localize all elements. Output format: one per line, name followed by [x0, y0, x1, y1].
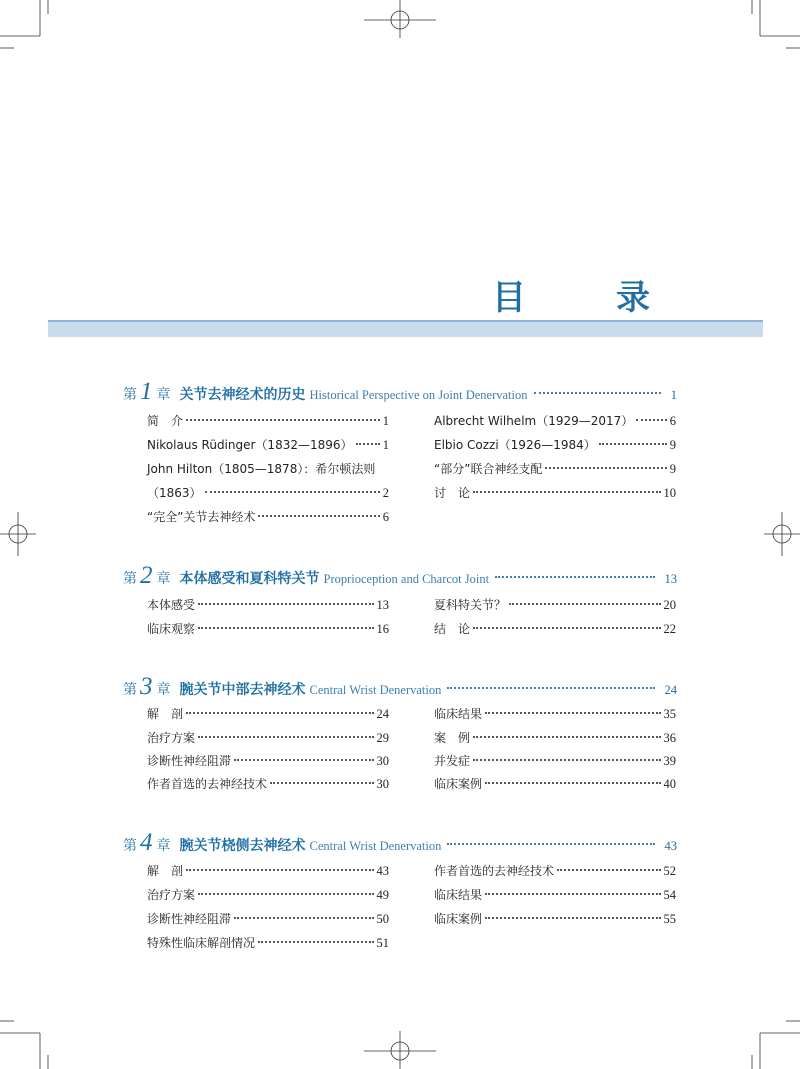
dot-leader: [534, 391, 661, 394]
title-band: [48, 320, 763, 337]
chapter-number: 2: [140, 562, 153, 589]
dot-leader: [205, 490, 380, 493]
entry-title: 作者首选的去神经技术: [147, 777, 268, 791]
entry-title: 临床结果: [434, 707, 483, 721]
toc-entry[interactable]: [434, 752, 676, 772]
chapter-prefix: 第: [123, 682, 137, 698]
dot-leader: [234, 758, 373, 761]
chapter-suffix: 章: [156, 682, 171, 698]
entry-page: 24: [376, 707, 389, 721]
chapter-prefix: 第: [123, 838, 137, 854]
chapter-page: 24: [664, 683, 677, 697]
toc-entry[interactable]: [147, 412, 389, 432]
chapter-page: 13: [664, 572, 677, 586]
chapter-prefix: 第: [123, 571, 137, 587]
entry-page: 10: [663, 486, 676, 500]
toc-entry[interactable]: [147, 862, 389, 882]
dot-leader: [495, 575, 654, 578]
entry-title: （1863）: [147, 486, 202, 500]
toc-entry[interactable]: [147, 705, 389, 725]
entry-title: 治疗方案: [147, 731, 196, 745]
entry-page: 36: [663, 731, 676, 745]
dot-leader: [186, 711, 373, 714]
entry-page: 6: [382, 510, 389, 524]
chapter-title-en: Central Wrist Denervation: [309, 683, 442, 697]
chapter-suffix: 章: [156, 387, 171, 403]
toc-entry[interactable]: [147, 729, 389, 749]
entry-title: John Hilton（1805—1878）：希尔顿法则: [147, 462, 376, 476]
chapter-title-en: Central Wrist Denervation: [309, 839, 442, 853]
dot-leader: [509, 602, 660, 605]
dot-leader: [258, 514, 379, 517]
entry-title: 夏科特关节？: [434, 598, 507, 612]
entry-page: 30: [376, 777, 389, 791]
chapter-1-heading[interactable]: [123, 378, 677, 404]
entry-page: 49: [376, 888, 389, 902]
toc-entry[interactable]: [147, 596, 389, 616]
dot-leader: [356, 442, 380, 445]
entry-title: 特殊性临床解剖情况: [147, 936, 256, 950]
entry-title: 临床结果: [434, 888, 483, 902]
dot-leader: [198, 892, 373, 895]
entry-title: 诊断性神经阻滞: [147, 912, 232, 926]
entry-title: 治疗方案: [147, 888, 196, 902]
toc-entry[interactable]: [147, 508, 389, 528]
entry-title: 讨 论: [434, 486, 471, 500]
chapter-title-zh: 腕关节中部去神经术: [179, 682, 306, 698]
dot-leader: [545, 466, 666, 469]
chapter-4-heading[interactable]: [123, 829, 677, 855]
entry-page: 1: [382, 414, 389, 428]
chapter-suffix: 章: [156, 571, 171, 587]
dot-leader: [186, 868, 373, 871]
entry-title: “部分”联合神经支配: [434, 462, 543, 476]
dot-leader: [234, 916, 373, 919]
entry-page: 51: [376, 936, 389, 950]
entry-page: 52: [663, 864, 676, 878]
dot-leader: [447, 842, 654, 845]
entry-page: 29: [376, 731, 389, 745]
entry-title: Albrecht Wilhelm（1929—2017）: [434, 414, 634, 428]
page-title: 目 录: [492, 278, 678, 318]
entry-page: 1: [382, 438, 389, 452]
dot-leader: [485, 711, 660, 714]
toc-entry[interactable]: [434, 484, 676, 504]
entry-title: 本体感受: [147, 598, 196, 612]
entry-page: 40: [663, 777, 676, 791]
toc-entry[interactable]: [147, 886, 389, 906]
entry-page: 30: [376, 754, 389, 768]
chapter-number: 3: [140, 673, 153, 700]
toc-entry[interactable]: [434, 886, 676, 906]
chapter-title-zh: 本体感受和夏科特关节: [179, 571, 320, 587]
entry-title: 解 剖: [147, 707, 184, 721]
entry-title: Elbio Cozzi（1926—1984）: [434, 438, 596, 452]
toc-entry[interactable]: [147, 934, 389, 954]
dot-leader: [447, 686, 654, 689]
entry-page: 35: [663, 707, 676, 721]
dot-leader: [485, 781, 660, 784]
dot-leader: [473, 735, 660, 738]
chapter-number: 4: [140, 829, 153, 856]
entry-page: 9: [669, 462, 676, 476]
entry-title: 临床案例: [434, 912, 483, 926]
entry-page: 55: [663, 912, 676, 926]
entry-title: 临床观察: [147, 622, 196, 636]
entry-title: “完全”关节去神经术: [147, 510, 256, 524]
toc-entry[interactable]: [147, 775, 389, 795]
entry-title: 并发症: [434, 754, 471, 768]
toc-entry[interactable]: [434, 862, 676, 882]
toc-entry[interactable]: [434, 460, 676, 480]
chapter-title-zh: 腕关节桡侧去神经术: [179, 838, 306, 854]
chapter-prefix: 第: [123, 387, 137, 403]
dot-leader: [485, 892, 660, 895]
entry-page: 43: [376, 864, 389, 878]
dot-leader: [198, 602, 373, 605]
toc-entry-line[interactable]: [147, 460, 375, 480]
toc-entry[interactable]: [434, 729, 676, 749]
toc-entry[interactable]: [147, 910, 389, 930]
dot-leader: [636, 418, 666, 421]
entry-title: 结 论: [434, 622, 471, 636]
entry-page: 9: [669, 438, 676, 452]
toc-entry[interactable]: [434, 775, 676, 795]
entry-page: 22: [663, 622, 676, 636]
chapter-title-en: Historical Perspective on Joint Denervation: [309, 388, 528, 402]
dot-leader: [270, 781, 373, 784]
toc-entry[interactable]: [434, 705, 676, 725]
chapter-title-en: Proprioception and Charcot Joint: [323, 572, 490, 586]
dot-leader: [198, 626, 373, 629]
chapter-3-heading[interactable]: [123, 673, 677, 699]
entry-page: 20: [663, 598, 676, 612]
toc-entry[interactable]: [434, 436, 676, 456]
chapter-2-heading[interactable]: [123, 562, 677, 588]
entry-title: 解 剖: [147, 864, 184, 878]
toc-entry[interactable]: [434, 412, 676, 432]
entry-page: 16: [376, 622, 389, 636]
dot-leader: [258, 940, 373, 943]
dot-leader: [557, 868, 660, 871]
toc-entry[interactable]: [147, 484, 389, 504]
dot-leader: [186, 418, 380, 421]
chapter-title-zh: 关节去神经术的历史: [179, 387, 306, 403]
dot-leader: [473, 490, 660, 493]
dot-leader: [485, 916, 660, 919]
entry-title: Nikolaus Rüdinger（1832—1896）: [147, 438, 353, 452]
toc-entry[interactable]: [147, 752, 389, 772]
entry-page: 13: [376, 598, 389, 612]
chapter-suffix: 章: [156, 838, 171, 854]
dot-leader: [198, 735, 373, 738]
toc-entry[interactable]: [147, 436, 389, 456]
dot-leader: [599, 442, 667, 445]
chapter-page: 43: [664, 839, 677, 853]
chapter-number: 1: [140, 378, 153, 405]
chapter-page: 1: [670, 388, 677, 402]
entry-page: 39: [663, 754, 676, 768]
entry-title: 案 例: [434, 731, 471, 745]
toc-entry[interactable]: [434, 620, 676, 640]
toc-entry[interactable]: [434, 910, 676, 930]
entry-title: 诊断性神经阻滞: [147, 754, 232, 768]
entry-page: 2: [382, 486, 389, 500]
entry-page: 50: [376, 912, 389, 926]
entry-page: 54: [663, 888, 676, 902]
toc-entry[interactable]: [147, 620, 389, 640]
toc-entry[interactable]: [434, 596, 676, 616]
dot-leader: [473, 758, 660, 761]
dot-leader: [473, 626, 660, 629]
entry-title: 作者首选的去神经技术: [434, 864, 555, 878]
entry-title: 临床案例: [434, 777, 483, 791]
entry-page: 6: [669, 414, 676, 428]
entry-title: 简 介: [147, 414, 184, 428]
